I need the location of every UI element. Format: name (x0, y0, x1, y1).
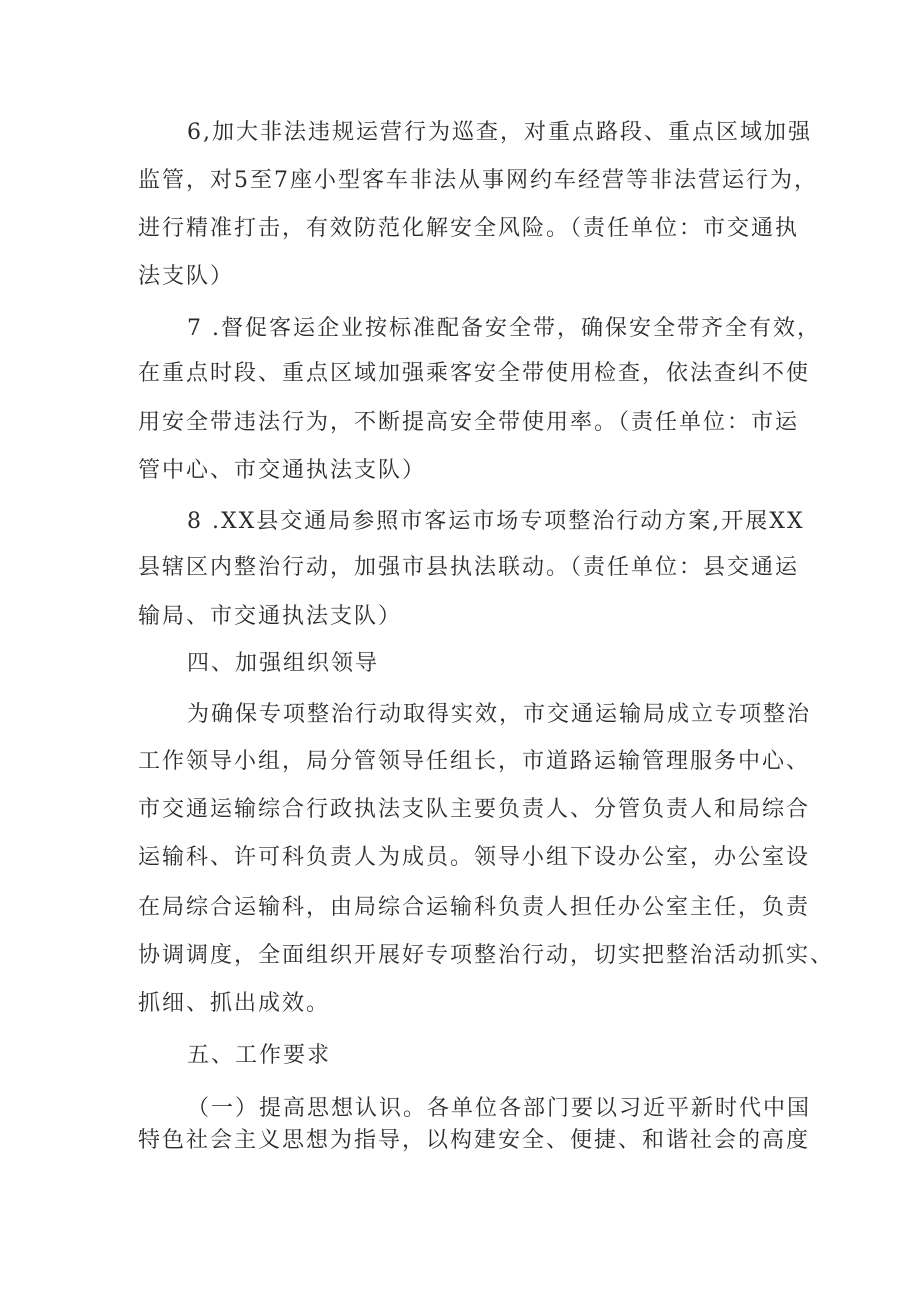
text-line: 输局、市交通执法支队） (138, 604, 403, 629)
section-heading: 五、工作要求 (187, 1043, 332, 1068)
text-line: （一）提高思想认识。各单位各部门要以习近平新时代中国 (187, 1096, 812, 1121)
text-line: 工作领导小组，局分管领导任组长，市道路运输管理服务中心、 (138, 749, 811, 774)
text-line: 管中心、市交通执法支队） (138, 458, 427, 483)
text-line: 8 .XX县交通局参照市客运市场专项整治行动方案,开展XX (187, 509, 805, 534)
text-line: 协调调度，全面组织开展好专项整治行动，切实把整治活动抓实、 (138, 943, 835, 968)
text-line: 运输科、许可科负责人为成员。领导小组下设办公室，办公室设 (138, 845, 811, 870)
text-line: 法支队） (138, 264, 235, 289)
text-line: 县辖区内整治行动，加强市县执法联动。（责任单位：县交通运 (138, 555, 800, 580)
text-line: 在局综合运输科，由局综合运输科负责人担任办公室主任，负责 (138, 895, 811, 920)
text-line: 特色社会主义思想为指导，以构建安全、便捷、和谐社会的高度 (138, 1128, 811, 1153)
text-line: 7 .督促客运企业按标准配备安全带，确保安全带齐全有效， (187, 316, 821, 341)
text-line: 进行精准打击，有效防范化解安全风险。（责任单位：市交通执 (138, 216, 800, 241)
text-line: 用安全带违法行为，不断提高安全带使用率。（责任单位：市运 (138, 410, 800, 435)
section-heading: 四、加强组织领导 (187, 651, 380, 676)
text-line: 6,加大非法违规运营行为巡查，对重点路段、重点区域加强 (187, 120, 812, 145)
text-line: 为确保专项整治行动取得实效，市交通运输局成立专项整治 (187, 702, 812, 727)
text-line: 市交通运输综合行政执法支队主要负责人、分管负责人和局综合 (138, 797, 811, 822)
text-line: 在重点时段、重点区域加强乘客安全带使用检查，依法查纠不使 (138, 361, 811, 386)
text-line: 抓细、抓出成效。 (138, 991, 331, 1016)
text-line: 监管，对5至7座小型客车非法从事网约车经营等非法营运行为， (138, 168, 818, 193)
